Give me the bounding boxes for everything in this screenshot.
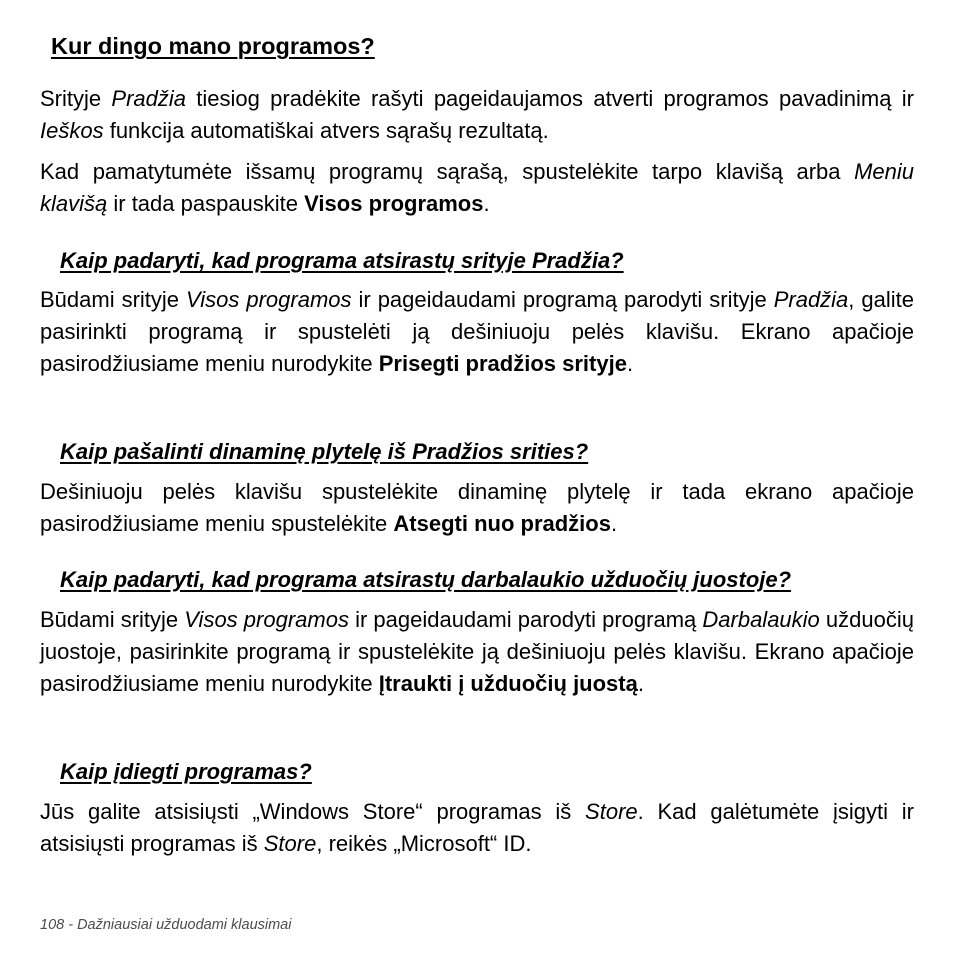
question-pin-taskbar: Kaip padaryti, kad programa atsirastų darbalaukio užduočių juostoje? [60, 567, 792, 592]
text-span: funkcija automatiškai atvers sąrašų rezultatą. [103, 118, 549, 143]
text-span: Būdami srityje [40, 287, 186, 312]
italic-term: Visos programos [184, 607, 349, 632]
paragraph-pin-start [40, 284, 914, 380]
text-span: . [610, 511, 618, 536]
paragraph-search-apps [40, 83, 914, 147]
text-span: ir tada paspauskite [107, 191, 305, 216]
text-span: Srityje [40, 86, 112, 111]
text-span: , galite pasirinkti programą ir spustelėti ją dešiniuoju pelės klavišu. Ekrano apačioje pasirodžiusiame meniu nurodykite [40, 287, 914, 376]
text-span: Kad pamatytumėte išsamų programų sąrašą, spustelėkite tarpo klavišą arba [40, 159, 855, 184]
italic-term: Store [585, 799, 638, 824]
text-span: ir pageidaudami programą parodyti srityje [351, 287, 774, 312]
italic-term: Store [263, 831, 317, 856]
paragraph-unpin-tile [40, 476, 914, 540]
bold-command: Visos programos [304, 191, 484, 216]
text-span: Dešiniuoju pelės klavišu spustelėkite dinaminę plytelę ir tada ekrano apačioje pasirodžiusiame meniu spustelėkite [40, 479, 914, 536]
text-span: užduočių juostoje, pasirinkite programą ir spustelėkite ją dešiniuoju pelės klavišu. Ekrano apačioje pasirodžiusiame meniu nurodykite [40, 607, 914, 696]
text-span: ir pageidaudami parodyti programą [348, 607, 703, 632]
bold-command: Atsegti nuo pradžios [393, 511, 611, 536]
text-span: . [637, 671, 644, 696]
text-span: tiesiog pradėkite rašyti pageidaujamos atverti programos pavadinimą ir [186, 86, 914, 111]
text-span: Būdami srityje [40, 607, 185, 632]
question-unpin-tile: Kaip pašalinti dinaminę plytelę iš Pradžios srities? [60, 439, 589, 464]
italic-term: Visos programos [186, 287, 352, 312]
italic-term: Meniu klavišą [40, 159, 914, 216]
italic-term: Pradžia [773, 287, 849, 312]
text-span: . [483, 191, 490, 216]
italic-term: Ieškos [40, 118, 104, 143]
question-install-apps: Kaip įdiegti programas? [60, 759, 312, 784]
question-pin-start: Kaip padaryti, kad programa atsirastų srityje Pradžia? [60, 248, 624, 273]
italic-term: Darbalaukio [702, 607, 820, 632]
bold-command: Įtraukti į užduočių juostą [378, 671, 638, 696]
text-span: Jūs galite atsisiųsti „Windows Store“ programas iš [40, 799, 586, 824]
italic-term: Pradžia [111, 86, 187, 111]
page-footer: 108 - Dažniausiai užduodami klausimai [40, 917, 292, 933]
text-span: , reikės „Microsoft“ ID. [316, 831, 532, 856]
text-span: . Kad galėtumėte įsigyti ir atsisiųsti programas iš [40, 799, 915, 856]
text-span: . [626, 351, 634, 376]
paragraph-pin-taskbar [40, 604, 914, 700]
paragraph-all-apps [40, 156, 914, 220]
section-title: Kur dingo mano programos? [51, 33, 375, 59]
bold-command: Prisegti pradžios srityje [378, 351, 627, 376]
paragraph-install-apps [40, 796, 914, 860]
